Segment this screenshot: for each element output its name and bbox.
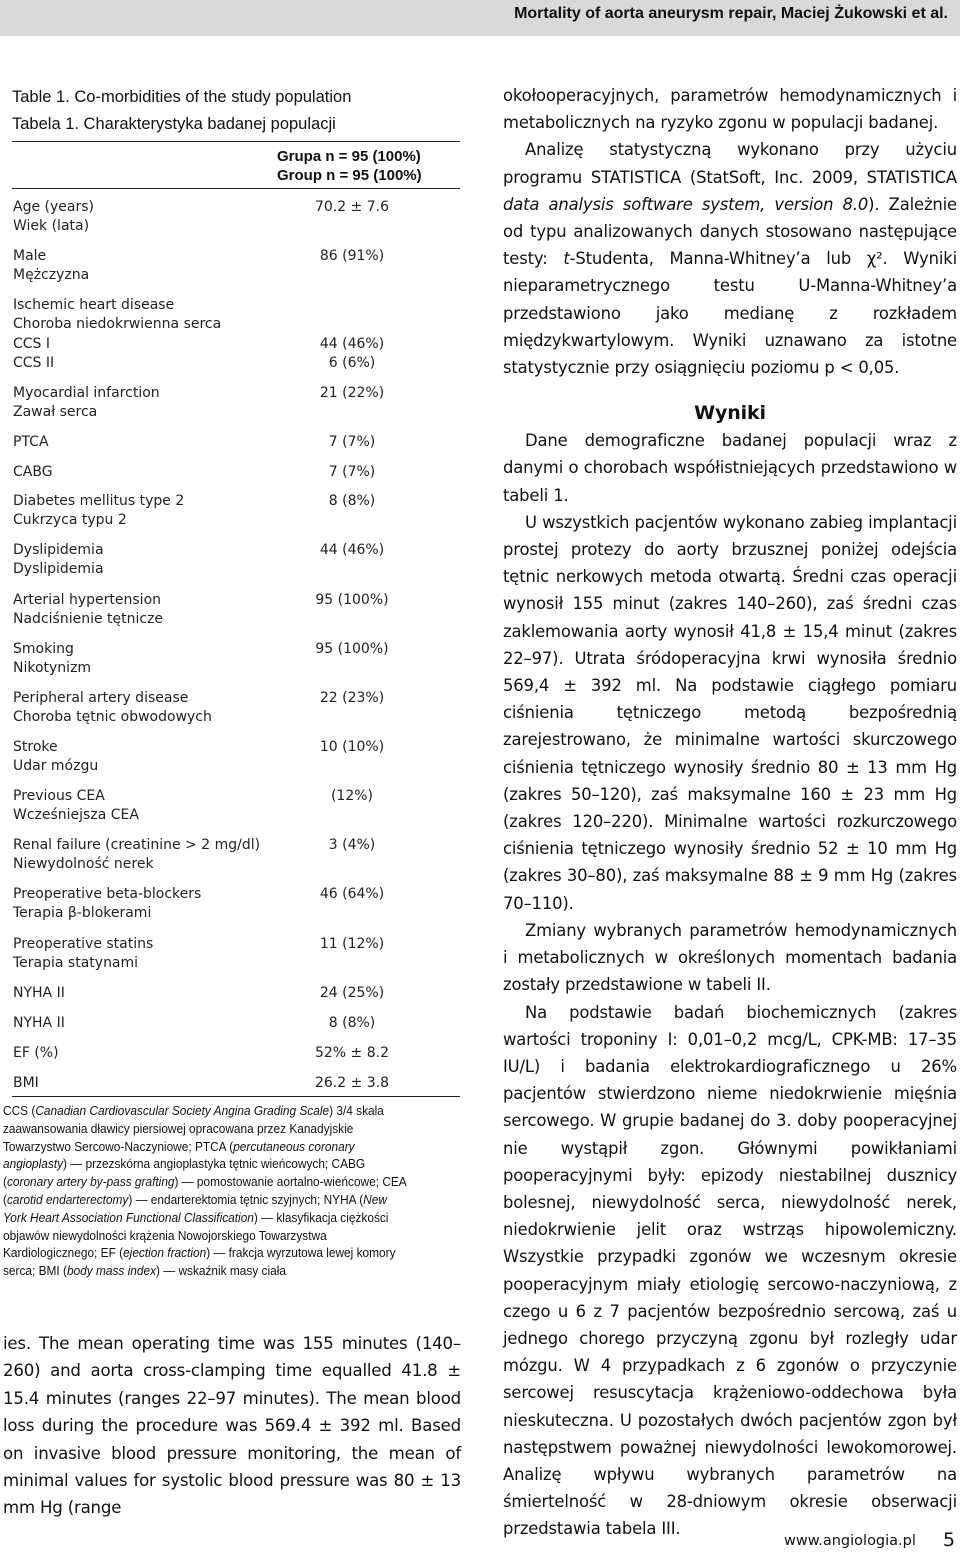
- row-label: CABG: [13, 464, 53, 480]
- row-label-secondary: Zawał serca: [13, 404, 98, 420]
- row-value: 3 (4%): [328, 837, 376, 853]
- row-label-secondary: Mężczyzna: [13, 267, 90, 283]
- row-label: NYHA II: [13, 985, 65, 1001]
- left-body-text: ies. The mean operating time was 155 minutes (140–260) and aorta cross-clamping time equalled 41.8 ± 15.4 minutes (ranges 22–97 minutes). The mean blood loss during the procedure was 569.4 ± 392 ml. Based on invasive blood pressure monitoring, the mean of minimal values for systolic blood pressure was 80 ± 13 mm Hg (range: [3, 1334, 461, 1518]
- row-label: Smoking: [13, 641, 74, 657]
- row-label: Ischemic heart disease: [13, 297, 175, 313]
- right-paragraph-5: Zmiany wybranych parametrów hemodynamicznych i metabolicznych w określonych momentach badania zostały przedstawione w tabeli II.: [503, 920, 957, 995]
- row-label-secondary: Wcześniejsza CEA: [13, 807, 139, 823]
- row-label: Preoperative beta-blockers: [13, 886, 202, 902]
- row-label: Diabetes mellitus type 2: [13, 493, 185, 509]
- row-label: PTCA: [13, 434, 49, 450]
- row-label-secondary: Choroba tętnic obwodowych: [13, 709, 212, 725]
- table-column-header: [12, 142, 460, 198]
- row-label: Arterial hypertension: [13, 592, 162, 608]
- row-label-secondary: Terapia statynami: [13, 955, 139, 971]
- row-label-secondary: Wiek (lata): [13, 218, 90, 234]
- row-label: Previous CEA: [13, 788, 105, 804]
- table-footnote: CCS (Canadian Cardiovascular Society Angina Grading Scale) 3/4 skala zaawansowania dławicy piersiowej opracowana przez Kanadyjskie Towarzystwo Sercowo-Naczyniowe; PTCA (percutaneous coronary angioplasty) — przezskórna angioplastyka tętnic wieńcowych; CABG (coronary artery by-pass grafting) — pomostowanie aortalno-wieńcowe; CEA (carotid endarterectomy) — endarterektomia tętnic szyjnych; NYHA (New York Heart Association Functional Classification) — klasyfikacja ciężkości objawów niewydolności krążenia Nowojorskiego Towarzystwa Kardiologicznego; EF (ejection fraction) — frakcja wyrzutowa lewej komory serca; BMI (body mass index) — wskaźnik masy ciała: [3, 1103, 407, 1279]
- table-bottom-rule: [12, 1096, 460, 1097]
- row-label-secondary: Choroba niedokrwienna serca: [13, 316, 222, 332]
- row-label: Male: [13, 248, 47, 264]
- row-label: Peripheral artery disease: [13, 690, 189, 706]
- right-paragraph-6: Na podstawie badań biochemicznych (zakres wartości troponiny I: 0,01–0,2 mcg/L, CPK-MB: 17–35 IU/L) i badania elektrokardiograficznego u 26% pacjentów stwierdzono nieme niedokrwienie mięśnia sercowego. W grupie badanej do 3. doby pooperacyjnej nie wystąpił zgon. Głównymi powikłaniami pooperacyjnymi były: epizody niestabilnej dusznicy bolesnej, niewydolność serca, niewydolność nerek, niedokrwienie jelit oraz wstrząs hipowolemiczny. Wszystkie przypadki zgonów we wczesnym okresie pooperacyjnym miały etiologię sercowo-naczyniową, z czego u 6 z 7 pacjentów bezpośrednio sercową, zaś u jednego chorego przyczyną zgonu był rozległy udar mózgu. W 4 przypadkach z 6 zgonów o przyczynie sercowej resuscytacja krążeniowo-oddechowa była nieskuteczna. U pozostałych dwóch pacjentów zgon był następstwem poważnej niewydolności lewokomorowej. Analizę wpływu wybranych parametrów na śmiertelność w 28-dniowym okresie obserwacji przedstawia tabela III.: [503, 1002, 957, 1539]
- row-value: 7 (7%): [328, 464, 376, 480]
- row-label: BMI: [13, 1075, 39, 1091]
- row-value-secondary: 6 (6%): [328, 355, 376, 371]
- running-header: [0, 0, 960, 36]
- row-label: Preoperative statins: [13, 936, 154, 952]
- row-value: 7 (7%): [328, 434, 376, 450]
- row-value: 46 (64%): [319, 886, 385, 902]
- row-value: (12%): [330, 788, 374, 804]
- right-paragraph-4: U wszystkich pacjentów wykonano zabieg implantacji prostej protezy do aorty brzusznej poniżej odejścia tętnic nerkowych metoda otwartą. Średni czas operacji wynosił 155 minut (zakres 140–260), zaś średni czas zaklemowania aorty wynosił 41,8 ± 15,4 minut (zakres 22–97). Utrata śródoperacyjna krwi wynosiła średnio 569,4 ± 392 ml. Na podstawie ciągłego pomiaru ciśnienia tętniczego metodą bezpośrednią zarejestrowano, że minimalne wartości skurczowego ciśnienia tętniczego wynosiły średnio 80 ± 13 mm Hg (zakres 50–120), zaś maksymalne 160 ± 23 mm Hg (zakres 120–220). Minimalne wartości rozkurczowego ciśnienia tętniczego wynosiły średnio 52 ± 10 mm Hg (zakres 30–80), zaś maksymalne 88 ± 9 mm Hg (zakres 70–110).: [503, 512, 957, 913]
- row-label: Renal failure (creatinine > 2 mg/dl): [13, 837, 261, 853]
- row-value: 22 (23%): [319, 690, 385, 706]
- row-label: Stroke: [13, 739, 58, 755]
- row-value: 86 (91%): [319, 248, 385, 264]
- column-header-pl: Grupa n = 95 (100%): [277, 148, 421, 165]
- table-title-en: Table 1. Co-morbidities of the study population: [12, 88, 352, 106]
- footer-url-link[interactable]: www.angiologia.pl: [784, 1533, 916, 1549]
- row-value: 11 (12%): [319, 936, 385, 952]
- table-title-pl: Tabela 1. Charakterystyka badanej populacji: [12, 115, 336, 133]
- row-value: 10 (10%): [319, 739, 385, 755]
- row-label: Myocardial infarction: [13, 385, 160, 401]
- row-label: CCS I: [13, 336, 51, 352]
- row-label: EF (%): [13, 1045, 59, 1061]
- row-value: 95 (100%): [315, 641, 389, 657]
- row-value: 95 (100%): [315, 592, 389, 608]
- section-heading-wyniki: Wyniki: [694, 402, 766, 425]
- row-value: 44 (46%): [319, 336, 385, 352]
- row-value: 52% ± 8.2: [314, 1045, 389, 1061]
- row-value: 44 (46%): [319, 542, 385, 558]
- row-label-secondary: Nadciśnienie tętnicze: [13, 611, 164, 627]
- column-header-en: Group n = 95 (100%): [277, 167, 422, 184]
- row-value: 8 (8%): [328, 1015, 376, 1031]
- row-label-secondary: Terapia β-blokerami: [13, 905, 152, 921]
- row-value: 8 (8%): [328, 493, 376, 509]
- right-paragraph-2: Analizę statystyczną wykonano przy użyciu programu STATISTICA (StatSoft, Inc. 2009, STATISTICA data analysis software system, version 8.0). Zależnie od typu analizowanych danych stosowano następujące testy: t-Studenta, Manna-Whitney’a lub χ². Wyniki nieparametrycznego testu U-Manna-Whitney’a przedstawiono jako medianę z rozkładem międzykwartylowym. Wyniki uznawano za istotne statystycznie przy osiągnięciu poziomu p < 0,05.: [503, 140, 957, 378]
- row-value: 26.2 ± 3.8: [314, 1075, 390, 1091]
- row-label-secondary: Nikotynizm: [13, 660, 92, 676]
- right-paragraph-1: okołooperacyjnych, parametrów hemodynamicznych i metabolicznych na ryzyko zgonu w populacji badanej.: [503, 86, 957, 133]
- row-label: Age (years): [13, 199, 94, 215]
- right-column: [503, 82, 957, 1543]
- row-label: NYHA II: [13, 1015, 65, 1031]
- row-label-secondary: Udar mózgu: [13, 758, 99, 774]
- row-label: Dyslipidemia: [13, 542, 104, 558]
- page-number: 5: [943, 1529, 956, 1551]
- running-title: Mortality of aorta aneurysm repair, Maciej Żukowski et al.: [514, 5, 948, 22]
- row-value: 24 (25%): [319, 985, 385, 1001]
- row-value: 21 (22%): [319, 385, 385, 401]
- row-value: 70.2 ± 7.6: [314, 199, 390, 215]
- row-label-secondary: Niewydolność nerek: [13, 856, 154, 872]
- right-paragraph-3: Dane demograficzne badanej populacji wraz z danymi o chorobach współistniejących przedstawiono w tabeli 1.: [503, 431, 957, 505]
- row-label-secondary: CCS II: [13, 355, 55, 371]
- row-label-secondary: Dyslipidemia: [13, 561, 104, 577]
- row-label-secondary: Cukrzyca typu 2: [13, 512, 127, 528]
- table-1: [12, 84, 460, 1091]
